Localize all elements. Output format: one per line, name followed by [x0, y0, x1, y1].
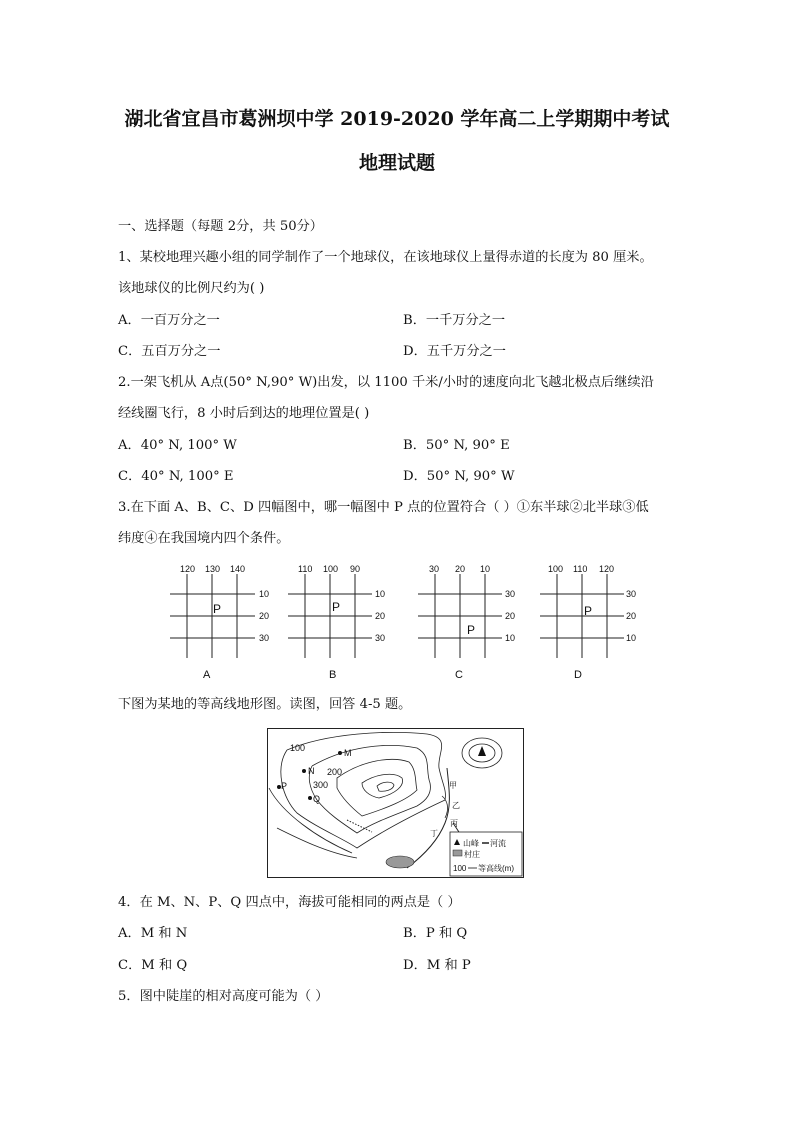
grid-b-top-3: 90: [350, 564, 361, 574]
q5-stem: 5．图中陡崖的相对高度可能为（ ）: [118, 989, 329, 1004]
grid-a-point: P: [213, 602, 222, 616]
grid-b-top-2: 100: [323, 564, 339, 574]
grid-c-right-3: 10: [505, 633, 516, 643]
place-bing: 丙: [450, 819, 458, 828]
grid-d-right-3: 10: [626, 633, 637, 643]
q3-stem-line1: 3.在下面 A、B、C、D 四幅图中，哪一幅图中 P 点的位置符合（ ）①东半球②北半球③低: [118, 500, 649, 515]
contour-300-label: 300: [313, 780, 329, 790]
grid-b-right-3: 30: [375, 633, 386, 643]
q1-option-b: B．一千万分之一: [403, 313, 506, 328]
legend-river: 河流: [490, 839, 506, 848]
q1-stem-line2: 该地球仪的比例尺约为( ): [118, 281, 265, 296]
q4-option-c: C．M 和 Q: [118, 958, 188, 973]
grid-d-right-1: 30: [626, 589, 637, 599]
grid-d-right-2: 20: [626, 611, 637, 621]
q4-stem: 4．在 M、N、P、Q 四点中，海拔可能相同的两点是（ ）: [118, 895, 461, 910]
q1-option-d: D．五千万分之一: [403, 344, 506, 359]
grid-c-top-1: 30: [429, 564, 440, 574]
place-yi: 乙: [452, 801, 460, 810]
grid-c-right-2: 20: [505, 611, 516, 621]
grid-d-point: P: [584, 604, 593, 618]
grid-d-top-1: 100: [548, 564, 564, 574]
grid-a-right-1: 10: [259, 589, 270, 599]
contour-100-label: 100: [290, 743, 306, 753]
grid-b-right-1: 10: [375, 589, 386, 599]
map-legend: [450, 832, 522, 876]
grid-b-right-2: 20: [375, 611, 386, 621]
grid-d-top-2: 110: [573, 564, 588, 574]
q3-grid-figures: [160, 560, 660, 685]
q1-option-c: C．五百万分之一: [118, 344, 221, 359]
grid-a-label: A: [203, 669, 211, 681]
q1-stem-line1: 1、某校地理兴趣小组的同学制作了一个地球仪，在该地球仪上量得赤道的长度为 80 厘米。: [118, 250, 653, 265]
q4-option-b: B．P 和 Q: [403, 926, 468, 941]
grid-c-right-1: 30: [505, 589, 516, 599]
q2-option-c: C．40° N, 100° E: [118, 469, 234, 484]
q4-option-a: A．M 和 N: [118, 926, 188, 941]
q2-option-d: D．50° N, 90° W: [403, 469, 515, 484]
grid-a-top-1: 120: [180, 564, 196, 574]
point-m-dot: [338, 751, 342, 755]
grid-a-top-2: 130: [205, 564, 221, 574]
section-heading: 一、选择题（每题 2分，共 50分）: [118, 219, 323, 234]
contour-200-label: 200: [327, 767, 343, 777]
grid-c-point: P: [467, 623, 476, 637]
grid-b-top-1: 110: [298, 564, 313, 574]
point-n-dot: [302, 769, 306, 773]
q1-option-a: A．一百万分之一: [118, 313, 220, 328]
grid-c-label: C: [455, 669, 463, 681]
map-intro: 下图为某地的等高线地形图。读图，回答 4-5 题。: [118, 697, 412, 712]
q2-stem-line2: 经线圈飞行，8 小时后到达的地理位置是( ): [118, 406, 370, 421]
grid-a-right-3: 30: [259, 633, 270, 643]
q3-stem-line2: 纬度④在我国境内四个条件。: [118, 531, 290, 546]
legend-peak: 山峰: [463, 839, 479, 848]
point-q-label: Q: [313, 794, 321, 804]
place-ding: 丁: [430, 829, 438, 838]
q2-stem-line1: 2.一架飞机从 A点(50° N,90° W)出发，以 1100 千米/小时的速度向北飞越北极点后继续沿: [118, 375, 654, 390]
contour-map: [267, 728, 527, 880]
point-m-label: M: [344, 748, 352, 758]
point-n-label: N: [308, 766, 315, 776]
grid-b-label: B: [329, 669, 337, 681]
grid-c-top-2: 20: [455, 564, 466, 574]
grid-a-top-3: 140: [230, 564, 246, 574]
grid-a-right-2: 20: [259, 611, 270, 621]
document-title: 湖北省宜昌市葛洲坝中学 2019-2020 学年高二上学期期中考试: [124, 108, 670, 130]
point-q-dot: [308, 796, 312, 800]
q4-option-d: D．M 和 P: [403, 958, 471, 973]
q2-option-a: A．40° N, 100° W: [118, 438, 237, 453]
point-p-label: P: [281, 781, 288, 791]
legend-contour: 等高线(m): [478, 864, 514, 873]
grid-d-top-3: 120: [599, 564, 615, 574]
q2-option-b: B．50° N, 90° E: [403, 438, 510, 453]
grid-b-point: P: [332, 600, 341, 614]
legend-village: 村庄: [464, 850, 480, 859]
grid-d-label: D: [574, 669, 582, 681]
grid-c-top-3: 10: [480, 564, 491, 574]
legend-contour-value: 100: [453, 864, 467, 873]
document-subtitle: 地理试题: [358, 152, 435, 174]
place-jia: 甲: [449, 781, 457, 790]
